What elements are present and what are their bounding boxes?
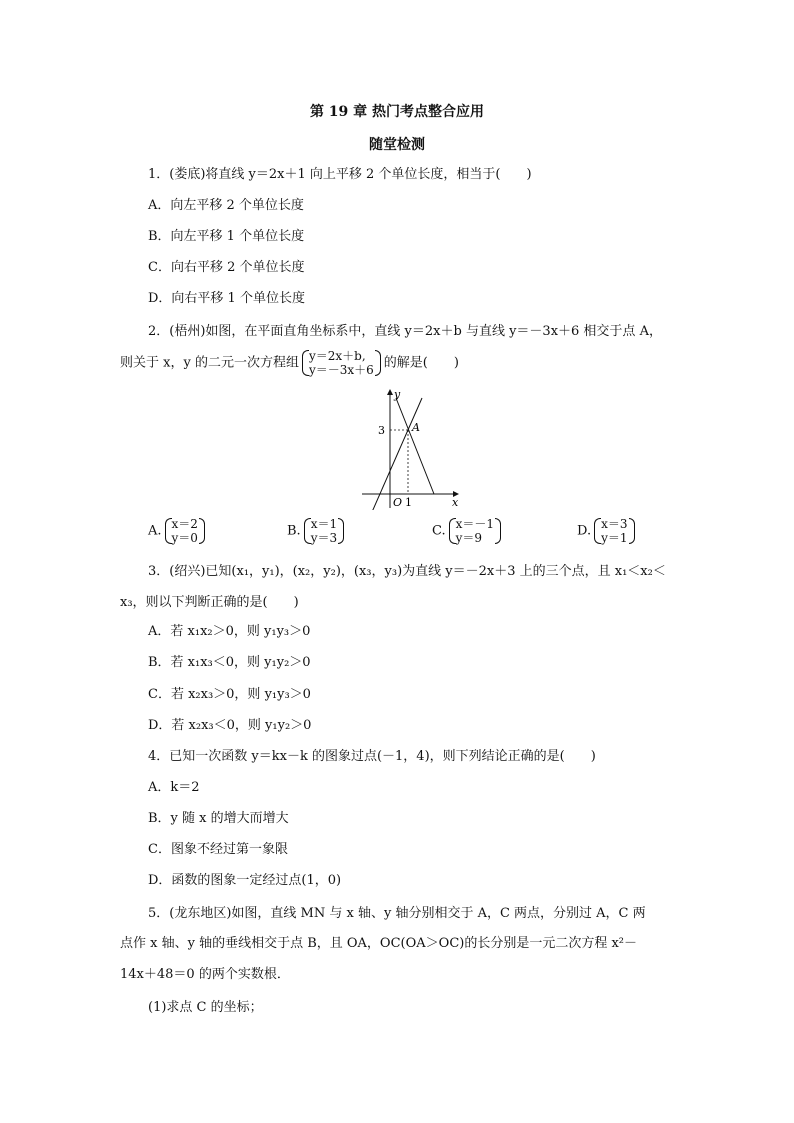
q3-option-c: C．若 x₂x₃＞0，则 y₁y₃＞0 [148,687,311,702]
q4-option-d: D．函数的图象一定经过点(1，0) [148,873,342,888]
q2-stem-line1: 2．(梧州)如图，在平面直角坐标系中，直线 y＝2x＋b 与直线 y＝－3x＋6 相交于点 A， [148,324,662,339]
x-axis-label: x [452,496,459,509]
q4-option-a: A．k＝2 [148,780,200,795]
q2-choice-c-system: x＝－1 y＝9 [448,517,502,545]
q2-equation-1: y＝2x＋b, [308,349,366,363]
x-tick-label: 1 [405,496,412,509]
line-y-2x-plus-b [372,398,422,510]
section-subtitle: 随堂检测 [369,137,425,153]
q2-stem-pre: 则关于 x，y 的二元一次方程组 [120,355,299,371]
q3-stem-line2: x₃，则以下判断正确的是( ) [120,595,299,610]
q4-option-c: C．图象不经过第一象限 [148,842,288,857]
page-title: 第 19 章 热门考点整合应用 [309,104,485,120]
q5-part1: (1)求点 C 的坐标； [148,1000,263,1015]
q2-choice-b: B. x＝1 y＝3 [287,517,347,545]
q2-equation-system [301,349,382,377]
q2-graph-figure [358,386,468,510]
q2-stem-line2 [120,349,459,377]
q1-option-b: B．向左平移 1 个单位长度 [148,229,305,244]
y-axis-label: y [394,388,401,401]
q2-choice-b-system: x＝1 y＝3 [303,517,345,545]
y-tick-label: 3 [378,424,385,437]
q2-choice-d-system: x＝3 y＝1 [593,517,635,545]
origin-label: O [393,496,403,509]
q3-option-d: D．若 x₂x₃＜0，则 y₁y₂＞0 [148,718,312,733]
point-a-label: A [412,421,420,434]
q1-option-d: D．向右平移 1 个单位长度 [148,291,305,306]
q3-option-b: B．若 x₁x₃＜0，则 y₁y₂＞0 [148,655,311,670]
q2-choice-d: D. x＝3 y＝1 [577,517,638,545]
q1-option-a: A．向左平移 2 个单位长度 [148,198,304,213]
q2-stem-post: 的解是( ) [383,355,459,371]
q1-option-c: C．向右平移 2 个单位长度 [148,260,305,275]
q4-option-b: B．y 随 x 的增大而增大 [148,811,289,826]
q2-choice-c: C. x＝－1 y＝9 [432,517,504,545]
q2-equation-2: y＝－3x＋6 [308,363,374,377]
q1-stem: 1．(娄底)将直线 y＝2x＋1 向上平移 2 个单位长度，相当于( ) [148,167,532,182]
q2-choice-a: A. x＝2 y＝0 [148,517,208,545]
q3-stem-line1: 3．(绍兴)已知(x₁，y₁)，(x₂，y₂)，(x₃，y₃)为直线 y＝－2x＋3 上的三个点，且 x₁＜x₂＜ [148,564,666,579]
line-y-neg3x-plus-6 [396,398,434,494]
q5-stem-line1: 5．(龙东地区)如图，直线 MN 与 x 轴、y 轴分别相交于 A，C 两点，分别过 A，C 两 [148,906,646,921]
q5-stem-line2: 点作 x 轴、y 轴的垂线相交于点 B，且 OA，OC(OA＞OC)的长分别是一元二次方程 x²－ [120,936,638,951]
q4-stem: 4．已知一次函数 y＝kx－k 的图象过点(－1，4)，则下列结论正确的是( ) [148,749,596,764]
q3-option-a: A．若 x₁x₂＞0，则 y₁y₃＞0 [148,624,311,639]
q2-choice-a-system: x＝2 y＝0 [164,517,206,545]
q5-stem-line3: 14x＋48＝0 的两个实数根． [120,967,290,982]
